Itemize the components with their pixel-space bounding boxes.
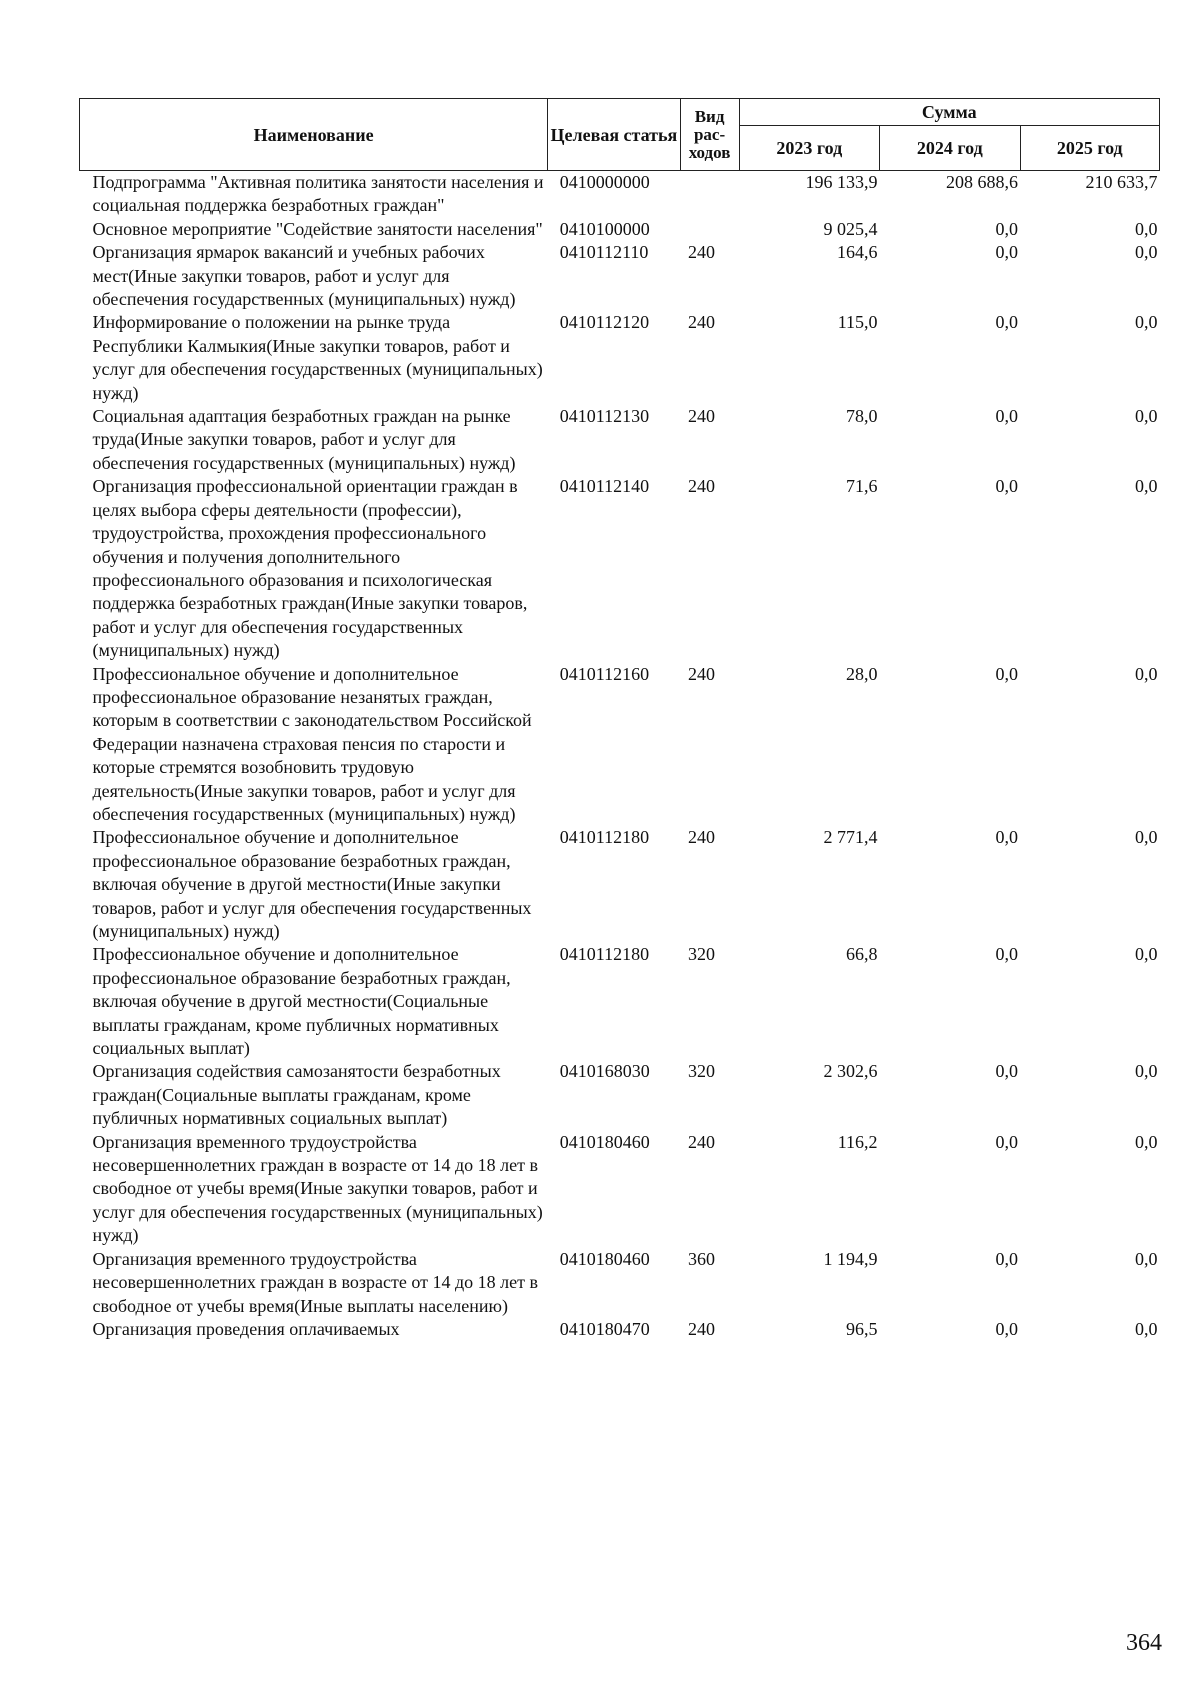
row-sum-2023: 115,0 (837, 312, 878, 333)
row-sum-2024: 0,0 (995, 1318, 1019, 1339)
row-sum-2023: 78,0 (846, 406, 878, 427)
row-expense-kind: 240 (688, 827, 716, 848)
row-target-article: 0410180460 (559, 1248, 650, 1269)
row-expense-kind: 320 (688, 1061, 716, 1082)
table-row (80, 241, 1160, 311)
table-row (80, 218, 1160, 241)
row-expense-kind: 240 (688, 476, 716, 497)
row-sum-2024: 0,0 (995, 476, 1019, 497)
row-expense-kind: 240 (688, 663, 716, 684)
row-name: Профессиональное обучение и дополнительное профессиональное образование безработных граждан, включая обучение в другой местности(Иные закупки товаров, работ и услуг для обеспечения государственных (муниципальных) нужд) (92, 827, 532, 941)
row-sum-2025: 0,0 (1135, 827, 1158, 848)
table-row (80, 1131, 1160, 1248)
row-expense-kind: 240 (688, 242, 716, 263)
row-sum-2023: 28,0 (846, 663, 878, 684)
table-row (80, 311, 1160, 405)
row-target-article: 0410112140 (559, 476, 650, 497)
row-expense-kind: 240 (688, 1318, 716, 1339)
row-name: Организация проведения оплачиваемых (92, 1318, 400, 1339)
table-row (80, 1248, 1160, 1318)
row-sum-2025: 0,0 (1135, 1248, 1158, 1269)
row-name: Организация временного трудоустройства несовершеннолетних граждан в возрасте от 14 до 18 лет в свободное от учебы время(Иные закупки товаров, работ и услуг для обеспечения государственных (муниципальных) нужд) (92, 1131, 543, 1246)
row-sum-2025: 0,0 (1135, 242, 1158, 263)
row-sum-2023: 2 771,4 (823, 827, 878, 848)
page-number: 364 (1126, 1630, 1162, 1656)
row-target-article: 0410000000 (559, 172, 650, 192)
row-expense-kind: 320 (688, 944, 716, 965)
header-target-article: Целевая статья (548, 99, 680, 171)
row-name: Профессиональное обучение и дополнительное профессиональное образование незанятых граждан, которым в соответствии с законодательством Российской Федерации назначена страховая пенсия по старости и которые стремятся возобновить трудовую деятельность(Иные закупки товаров, работ и услуг для обеспечения государственных (муниципальных) нужд) (92, 663, 532, 824)
table-row (80, 1318, 1160, 1341)
table-row (80, 171, 1160, 218)
header-name: Наименование (80, 99, 548, 171)
row-sum-2023: 2 302,6 (823, 1061, 878, 1082)
row-sum-2025: 0,0 (1135, 1061, 1158, 1082)
header-year-2025: 2025 год (1020, 126, 1159, 171)
table-row (80, 1060, 1160, 1130)
row-sum-2023: 116,2 (837, 1131, 878, 1152)
row-sum-2025: 0,0 (1135, 406, 1158, 427)
row-expense-kind (680, 218, 739, 241)
row-target-article: 0410112110 (559, 242, 649, 263)
row-sum-2024: 208 688,6 (946, 172, 1019, 192)
row-sum-2023: 9 025,4 (823, 218, 878, 239)
row-target-article: 0410112120 (559, 312, 650, 333)
row-sum-2025: 0,0 (1135, 663, 1158, 684)
row-target-article: 0410180470 (559, 1318, 650, 1339)
row-name: Информирование о положении на рынке труда Республики Калмыкия(Иные закупки товаров, работ и услуг для обеспечения государственных (муниципальных) нужд) (92, 312, 543, 403)
row-sum-2025: 0,0 (1135, 1318, 1158, 1339)
row-name: Профессиональное обучение и дополнительное профессиональное образование безработных граждан, включая обучение в другой местности(Социальные выплаты гражданам, кроме публичных нормативных социальных выплат) (92, 944, 511, 1059)
header-year-2023: 2023 год (739, 126, 879, 171)
budget-table (79, 98, 1160, 1341)
row-target-article: 0410112180 (559, 827, 650, 848)
row-name: Организация ярмарок вакансий и учебных рабочих мест(Иные закупки товаров, работ и услуг для обеспечения государственных (муниципальных) нужд) (92, 242, 516, 310)
row-sum-2023: 1 194,9 (823, 1248, 878, 1269)
row-expense-kind: 240 (688, 1131, 716, 1152)
row-name: Организация профессиональной ориентации граждан в целях выбора сферы деятельности (профессии), трудоустройства, прохождения профессионального обучения и получения дополнительного профессионального образования и психологическая поддержка безработных граждан(Иные закупки товаров, работ и услуг для обеспечения государственных (муниципальных) нужд) (92, 476, 528, 661)
row-target-article: 0410112180 (559, 944, 650, 965)
row-sum-2023: 164,6 (837, 242, 878, 263)
row-sum-2024: 0,0 (995, 312, 1019, 333)
table-row (80, 663, 1160, 827)
row-name: Организация содействия самозанятости безработных граждан(Социальные выплаты гражданам, кроме публичных нормативных социальных выплат) (92, 1061, 501, 1129)
row-target-article: 0410180460 (559, 1131, 650, 1152)
row-sum-2025: 0,0 (1135, 944, 1158, 965)
row-sum-2025: 210 633,7 (1085, 172, 1158, 192)
table-body (80, 171, 1160, 1342)
row-sum-2023: 71,6 (846, 476, 878, 497)
row-name: Подпрограмма "Активная политика занятости населения и социальная поддержка безработных граждан" (92, 172, 544, 216)
row-expense-kind: 240 (688, 406, 716, 427)
table-row (80, 826, 1160, 943)
row-sum-2023: 196 133,9 (805, 172, 878, 192)
row-sum-2024: 0,0 (995, 827, 1019, 848)
row-sum-2024: 0,0 (995, 1248, 1019, 1269)
row-sum-2023: 66,8 (846, 944, 878, 965)
row-target-article: 0410112160 (559, 663, 650, 684)
row-sum-2025: 0,0 (1135, 312, 1158, 333)
row-sum-2024: 0,0 (995, 944, 1019, 965)
row-expense-kind: 360 (688, 1248, 716, 1269)
row-target-article: 0410112130 (559, 406, 650, 427)
row-target-article: 0410168030 (559, 1061, 650, 1082)
row-expense-kind (680, 171, 739, 218)
row-name: Основное мероприятие "Содействие занятости населения" (92, 218, 543, 239)
table-row (80, 943, 1160, 1060)
row-sum-2024: 0,0 (995, 406, 1019, 427)
row-sum-2024: 0,0 (995, 663, 1019, 684)
row-sum-2023: 96,5 (846, 1318, 878, 1339)
row-sum-2025: 0,0 (1135, 476, 1158, 497)
row-name: Социальная адаптация безработных граждан на рынке труда(Иные закупки товаров, работ и услуг для обеспечения государственных (муниципальных) нужд) (92, 406, 516, 473)
row-sum-2024: 0,0 (995, 242, 1019, 263)
header-year-2024: 2024 год (880, 126, 1020, 171)
table-header (80, 99, 1160, 171)
table-row (80, 405, 1160, 475)
row-name: Организация временного трудоустройства несовершеннолетних граждан в возрасте от 14 до 18 лет в свободное от учебы время(Иные выплаты населению) (92, 1248, 538, 1316)
row-sum-2024: 0,0 (995, 218, 1019, 239)
row-sum-2025: 0,0 (1135, 218, 1158, 239)
row-sum-2025: 0,0 (1135, 1131, 1158, 1152)
row-expense-kind: 240 (688, 312, 716, 333)
header-sum: Сумма (739, 99, 1159, 126)
row-sum-2024: 0,0 (995, 1061, 1019, 1082)
row-target-article: 0410100000 (559, 218, 650, 239)
row-sum-2024: 0,0 (995, 1131, 1019, 1152)
table-row (80, 475, 1160, 662)
header-expense-kind: Вид рас-ходов (680, 99, 739, 171)
